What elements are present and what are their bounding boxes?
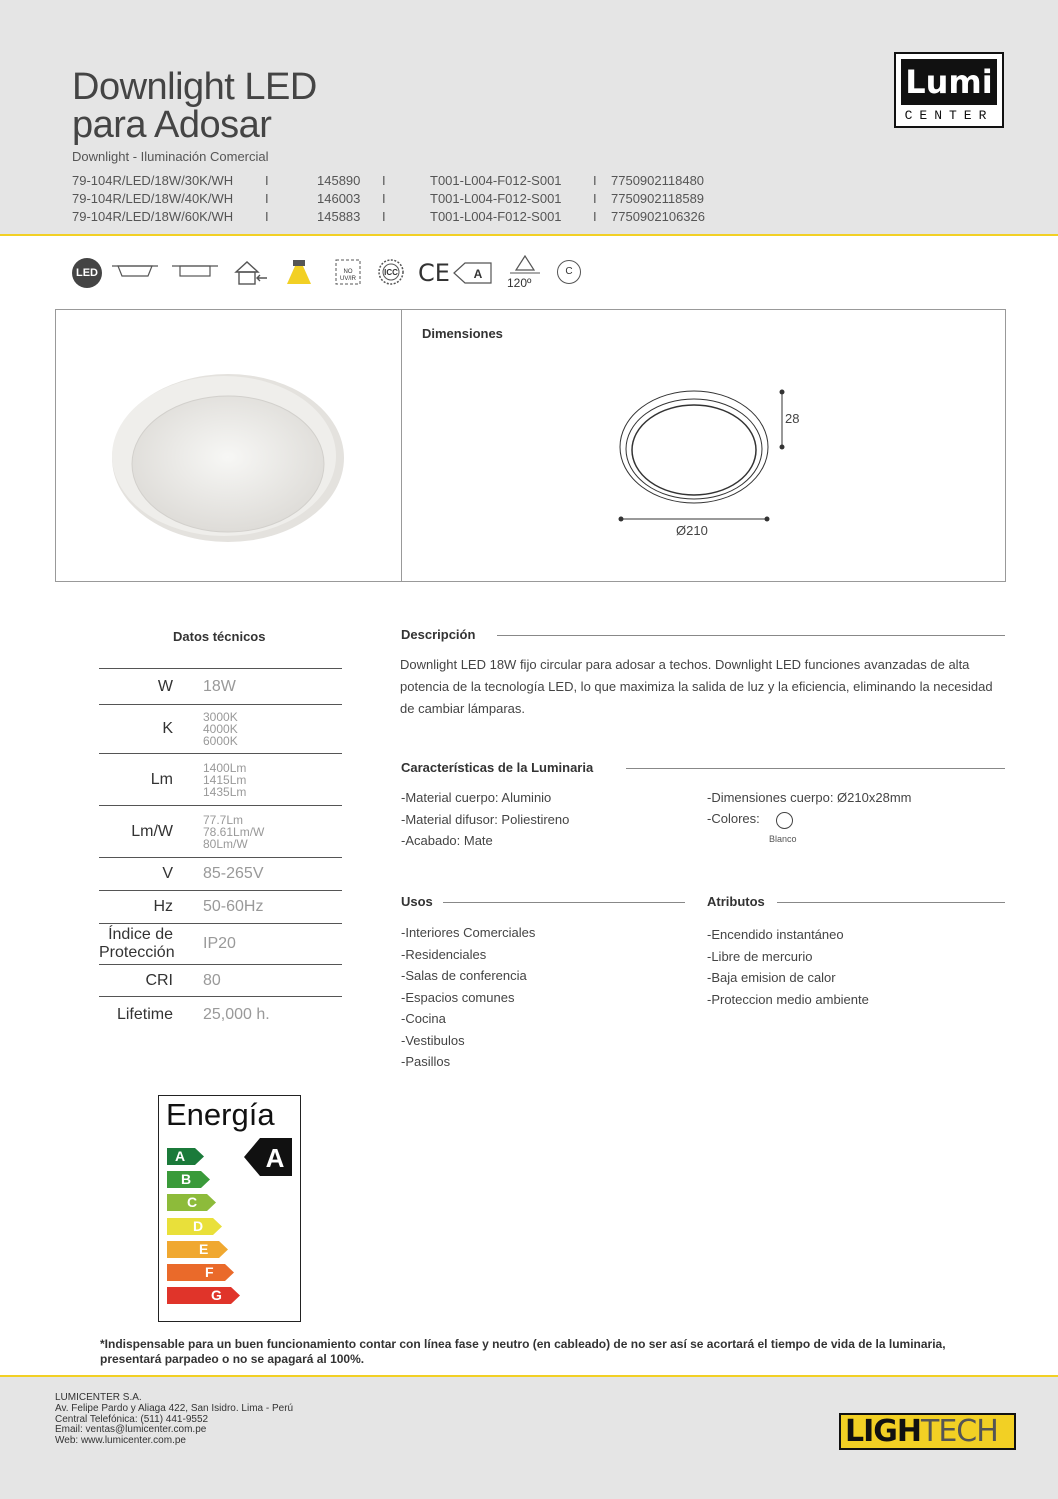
usos-title: Usos [401,894,433,909]
spec-row-w [99,668,342,704]
atributos-list [707,924,869,1010]
ean-code: 7750902118589 [611,191,705,206]
list-item: -Libre de mercurio [707,948,813,964]
logo-subtext: CENTER [904,108,994,123]
separator: I [382,191,386,206]
spec-row-lmw [99,805,342,857]
usos-list [401,922,535,1073]
energy-title: Energía [166,1097,275,1132]
spec-value: 80Lm/W [203,836,248,851]
section-divider [443,902,685,903]
spec-row-lm [99,753,342,805]
code-row [72,172,705,190]
energy-bar-label: G [211,1287,222,1304]
family-code: T001-L004-F012-S001 [430,173,562,188]
title-line-1: Downlight LED [72,66,317,108]
energy-bar-label: D [193,1217,204,1234]
family-code: T001-L004-F012-S001 [430,209,562,224]
list-item: -Proteccion medio ambiente [707,991,869,1007]
list-item: -Salas de conferencia [401,968,527,983]
section-divider [777,902,1005,903]
company-info [55,1393,293,1447]
company-address: Av. Felipe Pardo y Aliaga 422, San Isidro. Lima - Perú [55,1402,294,1414]
brand-part-2: TECH [921,1414,998,1449]
spec-row-cri [99,964,342,996]
item-code: 146003 [317,191,361,206]
no-uvir-text-2: UV/IR [339,276,357,282]
list-item: -Encendido instantáneo [707,927,844,942]
ean-code: 7750902106326 [611,209,705,224]
separator: I [382,173,386,188]
color-name: Blanco [769,834,797,844]
beam-angle-icon [508,254,542,274]
indoor-icon [233,258,269,286]
spec-value: 4000K [203,722,238,736]
no-uvir-icon [334,258,362,286]
product-codes [72,172,705,226]
spec-value: 18W [203,677,236,695]
energy-rating-text: A [265,1143,285,1173]
icc-icon [377,258,405,286]
footnote: *Indispensable para un buen funcionamiento contar con línea fase y neutro (en cableado) de no ser así se acortará el tiempo de vida de la luminaria, presentará parpadeo o no se apagará al 100%. [100,1337,946,1366]
spec-value: IP20 [203,935,236,952]
separator: I [382,209,386,224]
logo-wordmark: Lumi [901,59,997,105]
energy-bar-label: F [205,1264,214,1280]
led-icon: LED [72,258,102,288]
energy-bar-b [167,1171,210,1188]
spec-values [203,762,246,798]
energy-class-text: A [473,267,483,281]
ean-code: 7750902118480 [611,173,705,188]
energy-bar-label: C [187,1194,198,1211]
model-code: 79-104R/LED/18W/30K/WH [72,173,234,188]
title-line-2: para Adosar [72,104,272,146]
spec-label: Hz [153,898,173,915]
spec-row-v [99,857,342,890]
family-code: T001-L004-F012-S001 [430,191,562,206]
spec-label: W [157,677,173,695]
descripcion-text: Downlight LED 18W fijo circular para adosar a techos. Downlight LED funciones avanzadas de alta potencia de la tecnología LED, lo que maximiza la salida de luz y la eficiencia, eliminando la necesidad de cambiar lámparas. [400,657,993,716]
company-email[interactable]: Email: ventas@lumicenter.com.pe [55,1424,207,1436]
energy-bar-label: A [175,1148,186,1164]
spec-value: 1415Lm [203,772,247,787]
list-item: -Acabado: Mate [401,833,493,848]
section-divider [497,635,1005,636]
spec-row-ip [99,923,342,964]
list-item: -Residenciales [401,946,487,962]
diameter-dimension: Ø210 [676,523,708,538]
list-item: -Material cuerpo: Aluminio [401,790,552,805]
spec-value: 1400Lm [203,760,247,775]
spec-label: Índice de Protección [99,926,175,961]
company-web[interactable]: Web: www.lumicenter.com.pe [55,1435,186,1447]
atributos-title: Atributos [707,894,765,909]
separator: I [593,209,597,224]
separator: I [265,191,269,206]
list-item: -Cocina [401,1011,446,1026]
list-item: -Vestibulos [401,1032,465,1048]
brand-part-1: LIGH [845,1414,922,1449]
icc-text: ICC [384,268,398,277]
energy-bar-g [167,1287,240,1304]
spec-value: 6000K [203,734,238,748]
spec-table [99,668,342,1032]
ce-mark-icon: CE [418,259,450,287]
spec-label: K [162,720,173,737]
recessed-shape-icon [110,262,160,280]
section-divider [626,768,1005,769]
separator: I [265,209,269,224]
no-uvir-text-1: NO [343,269,353,275]
class-c-icon: C [557,260,581,284]
energy-bar-c [167,1194,216,1211]
item-code: 145883 [317,209,361,224]
spec-row-lifetime [99,996,342,1032]
dimension-drawing [610,385,810,550]
list-item: -Baja emision de calor [707,970,836,985]
separator: I [593,191,597,206]
energy-bar-d [167,1218,222,1235]
code-row [72,190,705,208]
list-item: -Pasillos [401,1054,451,1069]
energy-bar-e [167,1241,228,1258]
company-name: LUMICENTER S.A. [55,1392,142,1403]
dimensions-title: Dimensiones [422,326,503,341]
spec-value: 80 [203,971,221,989]
energy-bar-a [167,1148,204,1165]
spec-label: CRI [145,971,173,989]
spec-label: Lm/W [131,822,173,840]
spec-value: 77.7Lm [203,812,244,827]
list-item: -Interiores Comerciales [401,925,536,940]
descripcion-title: Descripción [401,627,476,642]
caracteristicas-title: Características de la Luminaria [401,760,594,775]
spec-value: 85-265V [203,865,264,882]
beam-angle-text: 120º [507,276,532,290]
separator: I [265,173,269,188]
spec-value: 3000K [203,710,238,724]
spec-value: 50-60Hz [203,898,264,915]
spec-row-k [99,704,342,753]
dimensiones-cuerpo: -Dimensiones cuerpo: Ø210x28mm [707,790,912,805]
spec-values [203,711,238,747]
spec-label: Lm [150,770,173,788]
datos-tecnicos-title: Datos técnicos [173,629,266,644]
list-item: -Espacios comunes [401,989,515,1005]
spec-values [203,814,264,850]
company-phone: Central Telefónica: (511) 441-9552 [55,1413,209,1425]
energy-rating-arrow [244,1138,292,1176]
light-beam-icon [284,258,314,286]
color-swatch-white [776,812,793,829]
lightech-logo [839,1413,1016,1450]
model-code: 79-104R/LED/18W/40K/WH [72,191,234,206]
energy-bar-label: B [181,1171,192,1188]
energy-class-icon [453,262,493,284]
product-subtitle: Downlight - Iluminación Comercial [72,149,269,164]
caracteristicas-list [401,787,569,852]
height-dimension: 28 [785,411,800,426]
model-code: 79-104R/LED/18W/60K/WH [72,209,234,224]
item-code: 145890 [317,173,361,188]
panel-divider [401,309,402,582]
list-item: -Material difusor: Poliestireno [401,811,570,827]
code-row [72,208,705,226]
lumicenter-logo [894,52,1004,128]
spec-value: 78.61Lm/W [203,824,265,839]
spec-row-hz [99,890,342,923]
product-photo [100,372,360,552]
energy-bar-label: E [199,1240,209,1257]
colores-label: -Colores: [707,811,760,826]
spec-label: V [162,865,173,882]
surface-shape-icon [170,262,220,280]
product-title [72,68,317,144]
spec-value: 25,000 h. [203,1005,270,1023]
separator: I [593,173,597,188]
spec-value: 1435Lm [203,784,247,799]
spec-label: Lifetime [116,1005,173,1023]
energy-bar-f [167,1264,234,1281]
